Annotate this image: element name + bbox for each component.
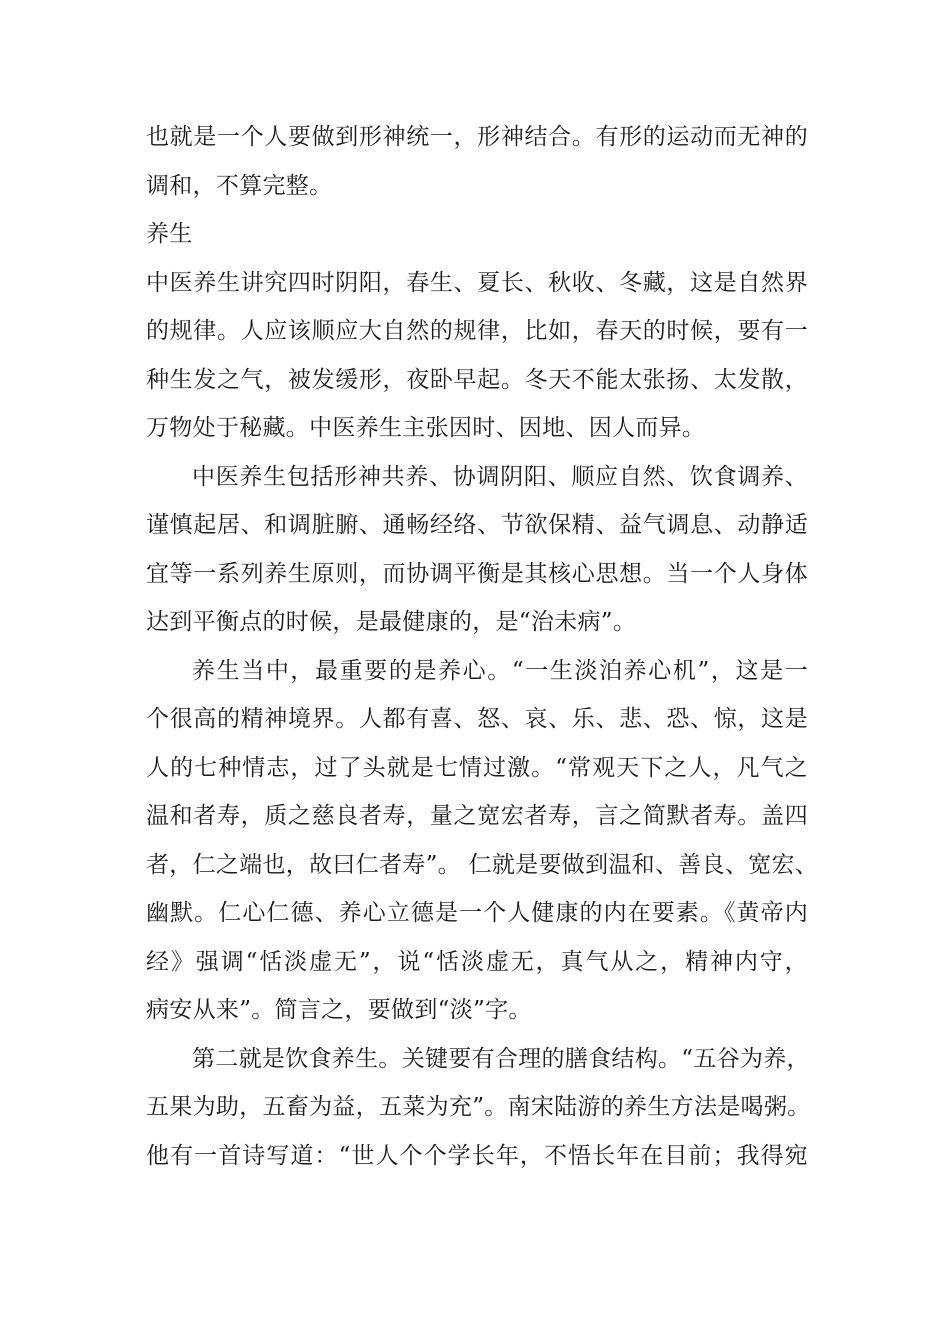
paragraph-principles [146, 453, 808, 647]
paragraph-form-spirit [146, 113, 808, 210]
text-line: 万物处于秘藏。中医养生主张因时、因地、因人而异。 [146, 415, 706, 441]
text-line: 经》强调“恬淡虚无”，说“恬淡虚无，真气从之，精神内守， [146, 948, 808, 975]
text-line: 宜等一系列养生原则，而协调平衡是其核心思想。当一个人身体 [146, 560, 808, 587]
paragraph-nurture-heart [146, 647, 819, 1035]
text-line: 中医养生包括形神共养、协调阴阳、顺应自然、饮食调养、 [192, 463, 808, 490]
text-line: 病安从来”。简言之，要做到“淡”字。 [146, 997, 532, 1023]
text-line: 五果为助，五畜为益，五菜为充”。南宋陆游的养生方法是喝粥。 [146, 1094, 811, 1120]
paragraph-diet [146, 1035, 811, 1181]
text-line: 也就是一个人要做到形神统一，形神结合。有形的运动而无神的 [146, 124, 808, 150]
text-line: 第二就是饮食养生。关键要有合理的膳食结构。“五谷为养， [192, 1045, 810, 1072]
text-line: 养生当中，最重要的是养心。“一生淡泊养心机”，这是一 [192, 657, 808, 684]
paragraph-four-seasons [146, 259, 808, 453]
text-line: 个很高的精神境界。人都有喜、怒、哀、乐、悲、恐、惊，这是 [146, 706, 808, 732]
text-line: 调和，不算完整。 [146, 172, 333, 199]
text-line: 达到平衡点的时候，是最健康的，是“治未病”。 [146, 609, 637, 635]
text-line: 幽默。仁心仁德、养心立德是一个人健康的内在要素。《黄帝内 [146, 900, 808, 926]
text-line: 温和者寿，质之慈良者寿，量之宽宏者寿，言之简默者寿。盖四 [146, 803, 808, 829]
section-heading [146, 210, 808, 259]
document-body [146, 113, 819, 1180]
text-line: 者，仁之端也，故曰仁者寿”。 仁就是要做到温和、善良、宽宏、 [146, 851, 819, 878]
text-line: 他有一首诗写道：“世人个个学长年，不悟长年在目前；我得宛 [146, 1142, 808, 1169]
text-line: 的规律。人应该顺应大自然的规律，比如，春天的时候，要有一 [146, 318, 808, 344]
heading-text: 养生 [146, 221, 193, 247]
text-line: 人的七种情志，过了头就是七情过激。“常观天下之人，凡气之 [146, 754, 808, 781]
text-line: 种生发之气，被发缓形，夜卧早起。冬天不能太张扬、太发散， [146, 366, 808, 393]
text-line: 谨慎起居、和调脏腑、通畅经络、节欲保精、益气调息、动静适 [146, 512, 808, 538]
text-line: 中医养生讲究四时阴阳，春生、夏长、秋收、冬藏，这是自然界 [146, 269, 808, 296]
